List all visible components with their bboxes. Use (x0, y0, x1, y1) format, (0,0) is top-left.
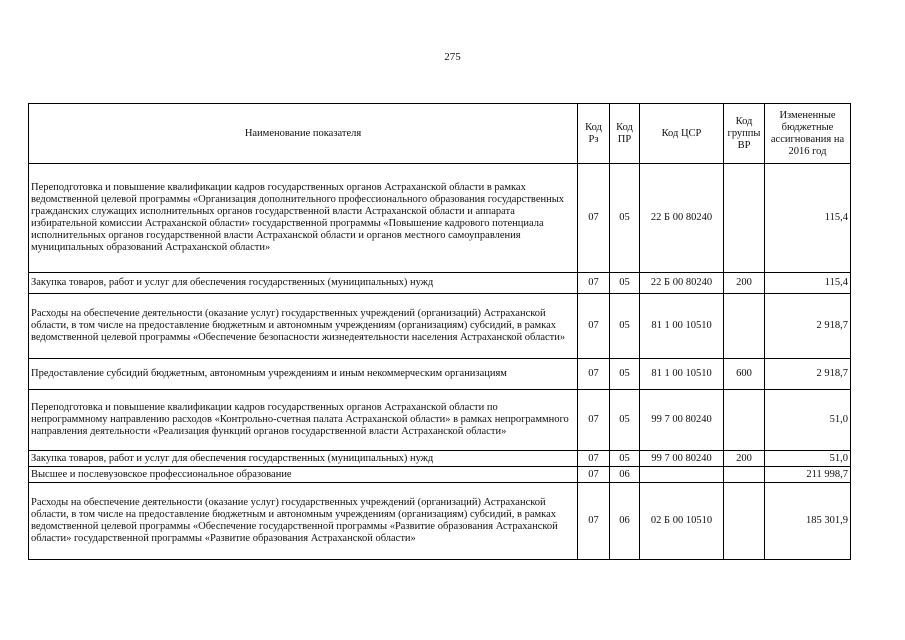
row-rz: 07 (578, 273, 610, 294)
row-pr: 05 (610, 451, 640, 467)
row-vr: 600 (724, 359, 765, 390)
row-amount: 2 918,7 (765, 294, 851, 359)
row-pr: 05 (610, 390, 640, 451)
row-name: Переподготовка и повышение квалификации кадров государственных органов Астраханской области в рамках ведомственной целевой программы «Организация дополнительного профессионального образования государственных гражданских служащих исполнительных органов государственной власти Астраханской области и аппарата избирательной комиссии Астраханской области» государственной программы «Повышение кадрового потенциала исполнительных органов государственной власти Астраханской области и органов местного самоуправления муниципальных образований Астраханской области» (29, 164, 578, 273)
row-rz: 07 (578, 390, 610, 451)
row-amount: 211 998,7 (765, 467, 851, 483)
table-row (29, 467, 851, 483)
row-csr: 81 1 00 10510 (640, 294, 724, 359)
table-row (29, 273, 851, 294)
table-header-row (29, 104, 851, 164)
row-name: Расходы на обеспечение деятельности (оказание услуг) государственных учреждений (организаций) Астраханской области, в том числе на предоставление бюджетным и автономным учреждениям (организациям) субсидий, в рамках ведомственной целевой программы «Обеспечение безопасности жизнедеятельности населения Астраханской области» (29, 294, 578, 359)
row-pr: 05 (610, 273, 640, 294)
row-vr (724, 294, 765, 359)
row-vr: 200 (724, 451, 765, 467)
header-amount: Измененные бюджетные ассигнования на 2016 год (765, 104, 851, 164)
row-amount: 115,4 (765, 164, 851, 273)
row-pr: 06 (610, 483, 640, 560)
row-rz: 07 (578, 164, 610, 273)
header-rz: Код Рз (578, 104, 610, 164)
row-amount: 2 918,7 (765, 359, 851, 390)
budget-table (28, 103, 851, 560)
row-rz: 07 (578, 467, 610, 483)
header-csr: Код ЦСР (640, 104, 724, 164)
header-vr: Код группы ВР (724, 104, 765, 164)
header-name: Наименование показателя (29, 104, 578, 164)
row-amount: 185 301,9 (765, 483, 851, 560)
row-csr: 99 7 00 80240 (640, 390, 724, 451)
row-csr: 02 Б 00 10510 (640, 483, 724, 560)
table-row (29, 294, 851, 359)
row-vr (724, 467, 765, 483)
row-name: Расходы на обеспечение деятельности (оказание услуг) государственных учреждений (организаций) Астраханской области, в том числе на предоставление бюджетным и автономным учреждениям (организациям) субсидий, в рамках ведомственной целевой программы «Обеспечение государственной программы «Развитие образования Астраханской области» государственной программы «Развитие образования Астраханской области» (29, 483, 578, 560)
row-pr: 05 (610, 164, 640, 273)
row-rz: 07 (578, 451, 610, 467)
row-rz: 07 (578, 359, 610, 390)
header-pr: Код ПР (610, 104, 640, 164)
row-pr: 05 (610, 294, 640, 359)
row-pr: 05 (610, 359, 640, 390)
row-vr: 200 (724, 273, 765, 294)
row-csr: 22 Б 00 80240 (640, 273, 724, 294)
table-row (29, 451, 851, 467)
table-row (29, 390, 851, 451)
row-pr: 06 (610, 467, 640, 483)
row-csr: 99 7 00 80240 (640, 451, 724, 467)
row-name: Закупка товаров, работ и услуг для обеспечения государственных (муниципальных) нужд (29, 451, 578, 467)
row-name: Закупка товаров, работ и услуг для обеспечения государственных (муниципальных) нужд (29, 273, 578, 294)
row-rz: 07 (578, 483, 610, 560)
row-vr (724, 390, 765, 451)
row-amount: 51,0 (765, 451, 851, 467)
row-rz: 07 (578, 294, 610, 359)
row-name: Высшее и послевузовское профессиональное образование (29, 467, 578, 483)
page-number: 275 (444, 51, 461, 63)
row-vr (724, 164, 765, 273)
row-csr: 81 1 00 10510 (640, 359, 724, 390)
table-row (29, 483, 851, 560)
row-name: Переподготовка и повышение квалификации кадров государственных органов Астраханской области по непрограммному направлению расходов «Контрольно-счетная палата Астраханской области» в рамках непрограммного направления деятельности «Реализация функций органов государственной власти Астраханской области» (29, 390, 578, 451)
table-row (29, 359, 851, 390)
row-vr (724, 483, 765, 560)
table-row (29, 164, 851, 273)
row-csr: 22 Б 00 80240 (640, 164, 724, 273)
row-amount: 51,0 (765, 390, 851, 451)
row-amount: 115,4 (765, 273, 851, 294)
row-csr (640, 467, 724, 483)
row-name: Предоставление субсидий бюджетным, автономным учреждениям и иным некоммерческим организациям (29, 359, 578, 390)
